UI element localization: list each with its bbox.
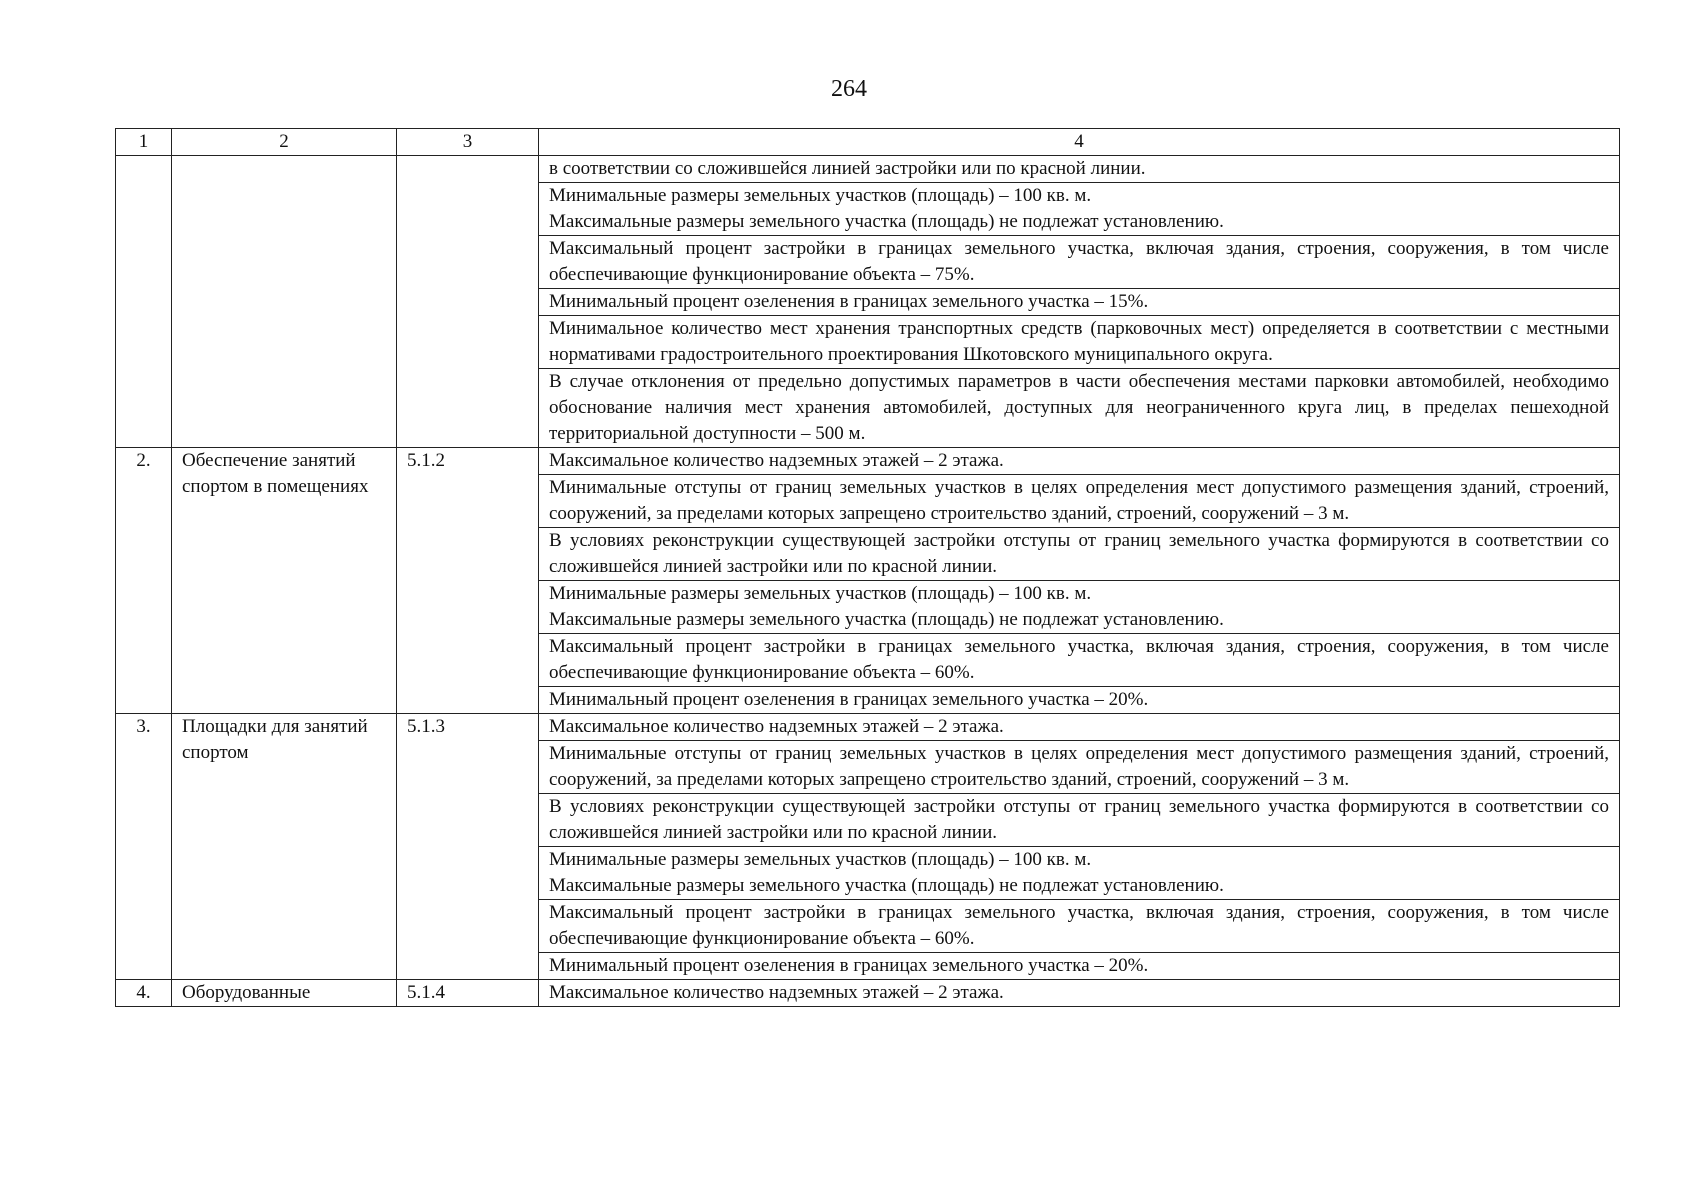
use-type-name-cell: Площадки для занятий спортом	[172, 714, 397, 980]
requirement-cell	[539, 183, 1620, 236]
requirement-text: Минимальные отступы от границ земельных участков в целях определения мест допустимого размещения зданий, строений, сооружений, за пределами которых запрещено строительство зданий, строений, сооружений – 3 м.	[549, 477, 1609, 524]
requirement-text: Максимальное количество надземных этажей – 2 этажа.	[549, 982, 1004, 1003]
row-number-cell: 2.	[116, 448, 172, 714]
requirement-text: Минимальные размеры земельных участков (площадь) – 100 кв. м.	[549, 583, 1092, 604]
requirement-text: Минимальный процент озеленения в границах земельного участка – 20%.	[549, 689, 1149, 710]
requirement-text: Максимальный процент застройки в границах земельного участка, включая здания, строения, сооружения, в том числе обеспечивающие функционирование объекта – 60%.	[549, 636, 1609, 683]
page-number: 264	[831, 76, 867, 102]
requirement-text: Минимальные размеры земельных участков (площадь) – 100 кв. м.	[549, 185, 1092, 206]
row-number-cell: 4.	[116, 980, 172, 1007]
header-col-2: 2	[172, 129, 397, 156]
requirement-text: в соответствии со сложившейся линией застройки или по красной линии.	[549, 158, 1146, 179]
requirement-cell	[539, 369, 1620, 448]
requirement-text: Максимальное количество надземных этажей – 2 этажа.	[549, 716, 1004, 737]
requirement-cell	[539, 687, 1620, 714]
regulations-table	[115, 128, 1620, 1007]
requirement-text: В условиях реконструкции существующей застройки отступы от границ земельного участка формируются в соответствии со сложившейся линией застройки или по красной линии.	[549, 530, 1609, 577]
requirement-text: Максимальные размеры земельного участка (площадь) не подлежат установлению.	[549, 211, 1224, 232]
requirement-cell	[539, 236, 1620, 289]
requirement-cell	[539, 980, 1620, 1007]
use-type-name-cell: Оборудованные	[172, 980, 397, 1007]
use-type-name-cell: Обеспечение занятий спортом в помещениях	[172, 448, 397, 714]
requirement-text: Максимальный процент застройки в границах земельного участка, включая здания, строения, сооружения, в том числе обеспечивающие функционирование объекта – 75%.	[549, 238, 1609, 285]
requirement-text: В условиях реконструкции существующей застройки отступы от границ земельного участка формируются в соответствии со сложившейся линией застройки или по красной линии.	[549, 796, 1609, 843]
requirement-text: Минимальный процент озеленения в границах земельного участка – 20%.	[549, 955, 1149, 976]
header-col-4: 4	[539, 129, 1620, 156]
requirement-cell	[539, 475, 1620, 528]
requirement-text: Максимальные размеры земельного участка (площадь) не подлежат установлению.	[549, 609, 1224, 630]
use-type-code-cell	[397, 156, 539, 448]
use-type-code-cell: 5.1.3	[397, 714, 539, 980]
row-number-cell	[116, 156, 172, 448]
requirement-text: В случае отклонения от предельно допустимых параметров в части обеспечения местами парковки автомобилей, необходимо обоснование наличия мест хранения автомобилей, доступных для неограниченного круга лиц, в пределах пешеходной территориальной доступности – 500 м.	[549, 371, 1609, 444]
requirement-cell	[539, 714, 1620, 741]
requirement-text: Минимальные размеры земельных участков (площадь) – 100 кв. м.	[549, 849, 1092, 870]
use-type-code-cell: 5.1.2	[397, 448, 539, 714]
requirement-cell	[539, 741, 1620, 794]
requirement-text: Максимальный процент застройки в границах земельного участка, включая здания, строения, сооружения, в том числе обеспечивающие функционирование объекта – 60%.	[549, 902, 1609, 949]
requirement-text: Минимальные отступы от границ земельных участков в целях определения мест допустимого размещения зданий, строений, сооружений, за пределами которых запрещено строительство зданий, строений, сооружений – 3 м.	[549, 743, 1609, 790]
requirement-cell	[539, 156, 1620, 183]
requirement-text: Минимальный процент озеленения в границах земельного участка – 15%.	[549, 291, 1149, 312]
use-type-code-cell: 5.1.4	[397, 980, 539, 1007]
requirement-text: Максимальное количество надземных этажей – 2 этажа.	[549, 450, 1004, 471]
requirement-cell	[539, 528, 1620, 581]
header-col-1: 1	[116, 129, 172, 156]
table-row	[116, 714, 1620, 741]
header-col-3: 3	[397, 129, 539, 156]
row-number-cell: 3.	[116, 714, 172, 980]
requirement-cell	[539, 316, 1620, 369]
requirement-cell	[539, 289, 1620, 316]
table-row	[116, 448, 1620, 475]
requirement-text: Минимальное количество мест хранения транспортных средств (парковочных мест) определяется в соответствии с местными нормативами градостроительного проектирования Шкотовского муниципального округа.	[549, 318, 1609, 365]
requirement-cell	[539, 900, 1620, 953]
requirement-cell	[539, 794, 1620, 847]
use-type-name-cell	[172, 156, 397, 448]
requirement-cell	[539, 448, 1620, 475]
table-row	[116, 156, 1620, 183]
table-row	[116, 980, 1620, 1007]
requirement-cell	[539, 953, 1620, 980]
requirement-cell	[539, 581, 1620, 634]
requirement-cell	[539, 847, 1620, 900]
requirement-cell	[539, 634, 1620, 687]
table-body	[116, 129, 1620, 1007]
requirement-text: Максимальные размеры земельного участка (площадь) не подлежат установлению.	[549, 875, 1224, 896]
table-header-row	[116, 129, 1620, 156]
